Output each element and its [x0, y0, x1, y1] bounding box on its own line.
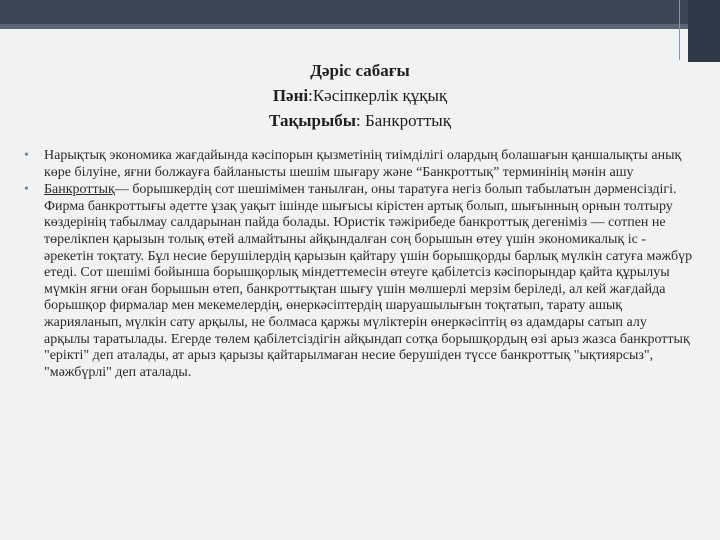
bullet-dot-icon: •: [24, 148, 29, 163]
decorative-vertical-line: [679, 0, 680, 60]
subject-value: :Кәсіпкерлік құқық: [308, 86, 448, 105]
corner-decoration: [688, 0, 720, 62]
topic-line: [0, 108, 720, 133]
slide-content: [24, 148, 694, 382]
topic-value: : Банкроттық: [356, 111, 451, 130]
bullet-item: [24, 182, 694, 381]
lecture-title: Дәріс сабағы: [310, 61, 410, 80]
header-accent-stripe: [0, 24, 720, 29]
bullet-text: Нарықтық экономика жағдайында кәсіпорын қызметінің тиімділігі олардың болашағын қаншалықты анық көре білуіне, яғни болжауға байланысты шешім шығару және “Банкроттық” терминінің мәнін ашу: [44, 148, 682, 180]
slide-title: [0, 58, 720, 133]
bullet-dot-icon: •: [24, 182, 29, 198]
subject-line: [0, 83, 720, 108]
subject-label: Пәні: [272, 86, 309, 105]
header-bar: [0, 0, 720, 24]
bullet-text: — борышкердің сот шешімімен танылған, оны таратуға негіз болып табылатын дәрменсіздігі. Фирма банкроттығы әдетте ұзақ уақыт ішінде шығысы кірістен артық болып, шығынның орнын толтыру көздерінің табылмау салдарынан пайда болады. Юристік тәжірибеде банкроттық дегеніміз — сотпен не төрелікпен қарызын толық өтей алмайтыны айқындалған соң борышын өтеу үшін экономикалық іс - әрекетін тоқтату. Бұл несие берушілердің қарызын қайтару үшін борышқорды барлық мүлкін сатуға мәжбүр етеді. Сот шешімі бойынша борышқорлық міндеттемесін өтеуге қабілетсіз кәсіпорындар қайта құрылуы мүмкін яғни оған борышын өтеп, банкроттықтан шығу үшін мөлшерлі мерзім беріледі, ал кей жағдайда борышқор фирмалар мен мекемелердің, өнеркәсіптердің шаруашылығын тоқтатып, тарату ашық жарияланып, мүлкін сату арқылы, не болмаса қаржы мүліктерін өнеркәсіптің өз адамдары сатып алу арқылы таратылады. Егерде төлем қабілетсіздігін айқындап сотқа борышқордың өзі арыз жазса банкроттық "ерікті" деп аталады, ат арыз қарызы қайтарылмаған несие берушіден түссе банкроттық "ықтиярсыз", "мәжбүрлі" деп аталады.: [44, 182, 693, 380]
bankruptcy-term: Банкроттық: [44, 182, 115, 198]
bullet-item: [24, 148, 694, 181]
topic-label: Тақырыбы: [269, 111, 357, 130]
